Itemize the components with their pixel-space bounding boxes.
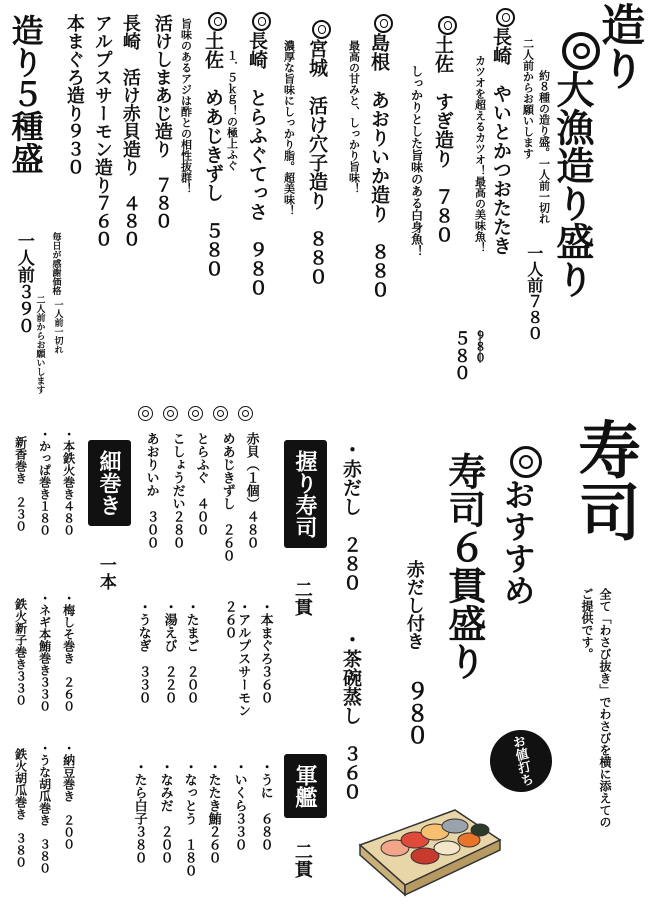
six-kan-price: ９８０ bbox=[403, 680, 430, 746]
double-circle-icon bbox=[238, 406, 253, 421]
yaito-price-new: ５８０ bbox=[449, 330, 470, 381]
gokomori-note2: 二人前からお願いします bbox=[34, 295, 45, 394]
gunkan-item-2: ・たたき鮪２６０ bbox=[205, 760, 221, 864]
gunkan-title: 軍艦 bbox=[284, 754, 327, 818]
sugi-name-text: 土佐 すぎ造り ７８０ bbox=[431, 35, 454, 244]
akadashi: ・赤だし ２８０ bbox=[339, 440, 362, 592]
gunkan-item-0: ・うに ６８０ bbox=[257, 760, 273, 851]
aoriika-name-text: 島根 あおりいか造り ８８０ bbox=[367, 33, 390, 299]
hosomaki-item-6: ・納豆巻き ２００ bbox=[61, 742, 76, 850]
double-circle-icon bbox=[208, 12, 227, 31]
nigiri-title: 握り寿司 bbox=[284, 440, 327, 548]
other-item-1: 長崎 活け赤貝造り ４８０ bbox=[119, 14, 141, 248]
chawanmushi: ・茶碗蒸し ３６０ bbox=[339, 630, 362, 801]
gokomori-note3: 一人前一切れ bbox=[52, 300, 63, 354]
double-circle-icon bbox=[163, 406, 178, 421]
akadashi-tsuki: 赤だし付き bbox=[403, 560, 425, 650]
yaito-name-text: 長崎 やいとかつおたたき bbox=[489, 27, 512, 255]
aoriika-desc: 最高の甘みと、しっかり旨味！ bbox=[347, 40, 361, 194]
gunkan-item-5: ・たら白子３８０ bbox=[131, 760, 147, 864]
hosomaki-item-8: 鉄火胡瓜巻き ３８０ bbox=[13, 748, 28, 868]
sugi-name bbox=[432, 16, 457, 244]
recommended-circles bbox=[138, 406, 253, 421]
tairyo-desc2: 二人前からお願いします bbox=[521, 38, 535, 159]
double-circle-icon bbox=[562, 32, 600, 70]
hosomaki-item-3: ・梅しそ巻き ２６０ bbox=[61, 592, 76, 712]
double-circle-icon bbox=[510, 446, 542, 478]
other-item-0: 活けしまあじ造り ７８０ bbox=[151, 14, 173, 230]
nigiri-rec-4: あおりいか ３００ bbox=[143, 432, 159, 549]
sushi-platter-image bbox=[355, 790, 505, 900]
hosomaki-item-2: 新香巻き ２３０ bbox=[13, 436, 28, 532]
double-circle-icon bbox=[188, 406, 203, 421]
double-circle-icon bbox=[438, 16, 457, 35]
double-circle-icon bbox=[138, 406, 153, 421]
gokomori-price: 一人前３９０ bbox=[13, 232, 34, 334]
gunkan-item-3: ・なっとう １８０ bbox=[181, 760, 197, 877]
meaji-name-text: 土佐 めあじきずし ５８０ bbox=[201, 31, 224, 278]
meaji-desc: 旨味のあるアジは酢との相性抜群！ bbox=[179, 18, 193, 194]
sugi-desc: しっかりとした旨味のある白身魚！ bbox=[409, 65, 424, 257]
nigiri-rec-1: めあじきずし ２６０ bbox=[219, 432, 235, 562]
yaito-name bbox=[490, 8, 515, 255]
tsukuri-heading: 造り bbox=[593, 2, 645, 90]
sushi-note: 全て「わさび抜き」でわさびを横に添えてのご提供です。 bbox=[580, 588, 612, 828]
hosomaki-item-4: ・ネギ本鮪巻き３３０ bbox=[37, 592, 52, 712]
hosomaki-item-0: ・本鉄火巻き４８０ bbox=[61, 428, 76, 536]
double-circle-icon bbox=[312, 20, 331, 39]
torafugu-desc: １．５ｋｇ！の極上ふぐ bbox=[225, 50, 239, 171]
value-badge bbox=[484, 724, 558, 798]
gunkan-item-4: ・なみだ ２００ bbox=[157, 760, 173, 864]
nigiri-item-2: ・たまご ２００ bbox=[183, 600, 199, 704]
other-item-2: アルプスサーモン造り７６０ bbox=[91, 14, 113, 248]
anago-desc: 濃厚な旨味にしっかり脂。超美味！ bbox=[282, 40, 296, 216]
double-circle-icon bbox=[496, 8, 515, 27]
nigiri-rec-3: こしょうだい２８０ bbox=[169, 432, 185, 549]
meaji-name bbox=[202, 12, 227, 278]
tairyo-title bbox=[549, 32, 600, 298]
aoriika-name bbox=[368, 14, 393, 299]
gunkan-unit: 二貫 bbox=[291, 842, 313, 878]
hosomaki-item-1: ・かっぱ巻き１８０ bbox=[37, 428, 52, 536]
tairyo-title-text: 大漁造り盛り bbox=[549, 70, 595, 298]
anago-name bbox=[306, 20, 331, 286]
gokomori-title: 造り５種盛 bbox=[6, 14, 45, 174]
nigiri-item-1: ・アルプスサーモン２６０ bbox=[221, 600, 251, 717]
nigiri-item-3: ・湯えび ２２０ bbox=[161, 600, 177, 704]
hosomaki-item-7: ・うな胡瓜巻き ３８０ bbox=[37, 742, 52, 874]
nigiri-item-0: ・本まぐろ３６０ bbox=[257, 600, 273, 704]
double-circle-icon bbox=[252, 12, 271, 31]
nigiri-rec-2: とらふぐ ４００ bbox=[193, 432, 209, 536]
hosomaki-item-5: 鉄火新子巻き３３０ bbox=[13, 598, 28, 706]
torafugu-name-text: 長崎 とらふぐてっさ ９８０ bbox=[245, 31, 268, 297]
other-item-3: 本まぐろ造り９３０ bbox=[63, 14, 85, 176]
tairyo-price: 一人前７８０ bbox=[524, 245, 544, 341]
nigiri-rec-0: 赤貝（１個）４８０ bbox=[243, 432, 259, 549]
yaito-price-old: ９８０ bbox=[473, 330, 487, 363]
gunkan-item-1: ・いくら３３０ bbox=[231, 760, 247, 851]
value-badge-text: お値打ち bbox=[508, 733, 535, 788]
anago-name-text: 宮城 活け穴子造り ８８０ bbox=[305, 39, 328, 286]
osusume-label bbox=[500, 446, 542, 606]
double-circle-icon bbox=[374, 14, 393, 33]
nigiri-item-4: ・うなぎ ３３０ bbox=[135, 600, 151, 704]
gokomori-note: 毎日が感謝価格 bbox=[50, 232, 61, 295]
nigiri-unit: 二貫 bbox=[291, 580, 313, 616]
sushi-heading: 寿司 bbox=[568, 418, 642, 542]
yaito-desc: カツオを超えるカツオ！最高の美味魚！ bbox=[473, 55, 487, 253]
hosomaki-unit: 一本 bbox=[95, 556, 116, 590]
torafugu-name bbox=[246, 12, 271, 297]
hosomaki-title: 細巻き bbox=[88, 440, 131, 526]
osusume-label-text: おすすめ bbox=[498, 478, 537, 606]
six-kan-title: 寿司６貫盛り bbox=[441, 452, 487, 680]
tairyo-desc1: 約８種の造り盛。一人前一切れ bbox=[537, 70, 551, 224]
double-circle-icon bbox=[213, 406, 228, 421]
